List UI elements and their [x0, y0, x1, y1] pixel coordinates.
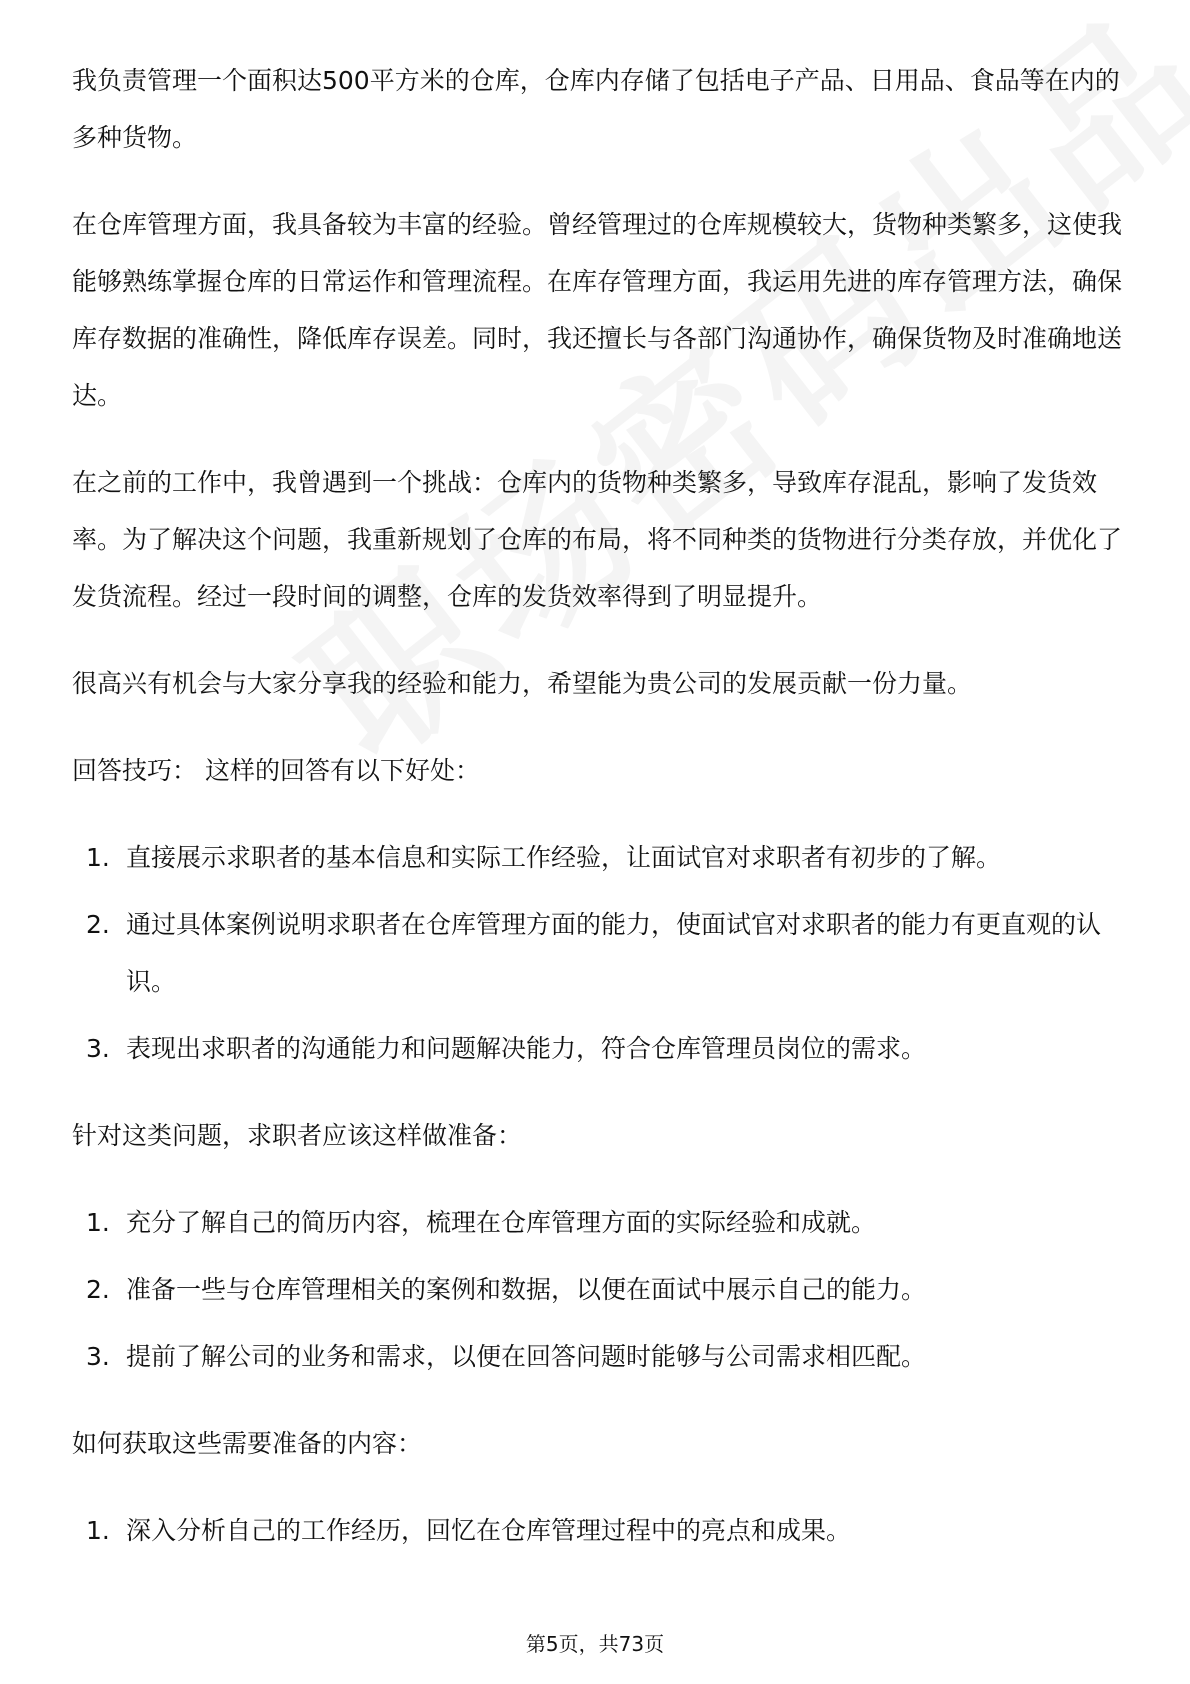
list-number: 3.: [86, 1034, 110, 1063]
list-item: [72, 1502, 1122, 1559]
paragraph-warehouse-intro: 我负责管理一个面积达500平方米的仓库，仓库内存储了包括电子产品、日用品、食品等在内的多种货物。: [72, 66, 1120, 152]
list-item-text: 通过具体案例说明求职者在仓库管理方面的能力，使面试官对求职者的能力有更直观的认识。: [126, 910, 1102, 996]
tips-heading: 回答技巧： 这样的回答有以下好处：: [72, 756, 480, 785]
page-number-footer: 第5页，共73页: [525, 1632, 665, 1656]
paragraph-challenge: 在之前的工作中，我曾遇到一个挑战：仓库内的货物种类繁多，导致库存混乱，影响了发货效率。为了解决这个问题，我重新规划了仓库的布局，将不同种类的货物进行分类存放，并优化了发货流程。经过一段时间的调整，仓库的发货效率得到了明显提升。: [72, 468, 1123, 611]
list-item: [72, 1328, 1122, 1385]
list-item-text: 深入分析自己的工作经历，回忆在仓库管理过程中的亮点和成果。: [126, 1516, 852, 1545]
paragraph-experience: 在仓库管理方面，我具备较为丰富的经验。曾经管理过的仓库规模较大，货物种类繁多，这使我能够熟练掌握仓库的日常运作和管理流程。在库存管理方面，我运用先进的库存管理方法，确保库存数据的准确性，降低库存误差。同时，我还擅长与各部门沟通协作，确保货物及时准确地送达。: [72, 210, 1123, 410]
list-item: [72, 829, 1122, 886]
obtain-list: [72, 1502, 1122, 1559]
list-number: 2.: [86, 910, 110, 939]
prep-list: [72, 1194, 1122, 1385]
document-body: [72, 52, 1122, 1589]
list-item-text: 表现出求职者的沟通能力和问题解决能力，符合仓库管理员岗位的需求。: [126, 1034, 927, 1063]
paragraph-closing: 很高兴有机会与大家分享我的经验和能力，希望能为贵公司的发展贡献一份力量。: [72, 669, 973, 698]
list-number: 3.: [86, 1342, 110, 1371]
prep-heading: 针对这类问题，求职者应该这样做准备：: [72, 1121, 523, 1150]
list-number: 1.: [86, 1516, 110, 1545]
tips-list: [72, 829, 1122, 1077]
list-item: [72, 1261, 1122, 1318]
list-item-text: 提前了解公司的业务和需求，以便在回答问题时能够与公司需求相匹配。: [126, 1342, 927, 1371]
list-number: 1.: [86, 1208, 110, 1237]
list-item: [72, 1020, 1122, 1077]
obtain-heading: 如何获取这些需要准备的内容：: [72, 1429, 423, 1458]
list-item-text: 准备一些与仓库管理相关的案例和数据，以便在面试中展示自己的能力。: [126, 1275, 927, 1304]
list-item: [72, 896, 1122, 1010]
list-item-text: 直接展示求职者的基本信息和实际工作经验，让面试官对求职者有初步的了解。: [126, 843, 1002, 872]
list-number: 1.: [86, 843, 110, 872]
list-number: 2.: [86, 1275, 110, 1304]
list-item: [72, 1194, 1122, 1251]
list-item-text: 充分了解自己的简历内容，梳理在仓库管理方面的实际经验和成就。: [126, 1208, 877, 1237]
